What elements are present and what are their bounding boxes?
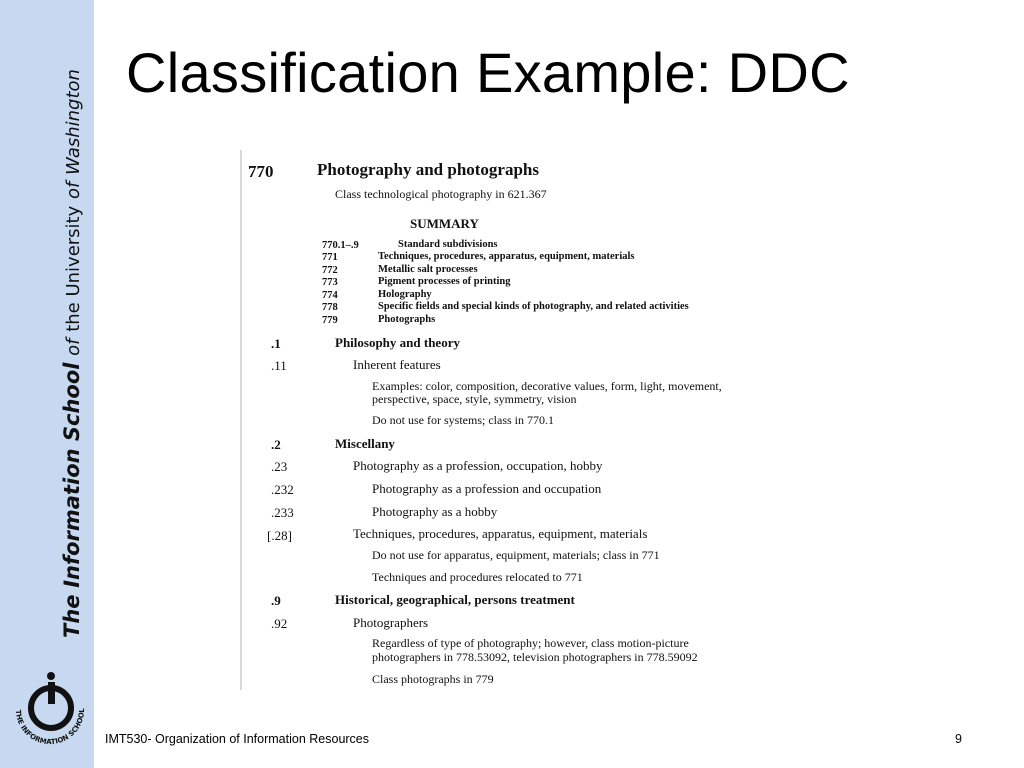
summary-desc: Standard subdivisions bbox=[398, 239, 498, 250]
logo-text: THE INFORMATION SCHOOL bbox=[13, 708, 87, 747]
entry-number: .233 bbox=[271, 505, 294, 520]
wordmark-of-2: of bbox=[63, 181, 84, 200]
ischool-logo-icon bbox=[4, 664, 96, 756]
summary-desc: Techniques, procedures, apparatus, equipment, materials bbox=[378, 251, 635, 262]
slide-footer: IMT530- Organization of Information Resources bbox=[105, 732, 370, 746]
slide-title: Classification Example: DDC bbox=[126, 41, 850, 104]
summary-desc: Pigment processes of printing bbox=[378, 276, 511, 287]
entry-note: Do not use for apparatus, equipment, materials; class in 771 bbox=[372, 548, 660, 562]
class-heading: Photography and photographs bbox=[317, 160, 540, 179]
entry-number: .23 bbox=[271, 459, 288, 474]
summary-code: 771 bbox=[322, 252, 338, 263]
scan-edge bbox=[240, 150, 242, 690]
entry-note: Regardless of type of photography; however, class motion-picture bbox=[372, 636, 689, 650]
summary-desc: Specific fields and special kinds of photography, and related activities bbox=[378, 301, 689, 312]
class-number: 770 bbox=[248, 162, 274, 181]
wordmark-the-university: the University bbox=[63, 205, 84, 332]
entry-heading: Photography as a profession and occupation bbox=[372, 481, 602, 496]
entry-heading: Photography as a hobby bbox=[372, 504, 498, 519]
summary-code: 778 bbox=[322, 302, 338, 313]
entry-heading: Inherent features bbox=[353, 357, 441, 372]
entry-heading: Techniques, procedures, apparatus, equipment, materials bbox=[353, 526, 648, 541]
entry-note: Techniques and procedures relocated to 771 bbox=[372, 570, 583, 584]
entry-note: Do not use for systems; class in 770.1 bbox=[372, 413, 554, 427]
wordmark-the: The bbox=[60, 594, 84, 638]
page-number: 9 bbox=[955, 732, 962, 746]
entry-note: Class photographs in 779 bbox=[372, 672, 494, 686]
entry-heading: Philosophy and theory bbox=[335, 335, 460, 350]
wordmark-washington: Washington bbox=[63, 69, 84, 175]
summary-code: 773 bbox=[322, 277, 338, 288]
sidebar bbox=[0, 0, 94, 768]
summary-desc: Metallic salt processes bbox=[378, 264, 478, 275]
entry-heading: Photographers bbox=[353, 615, 429, 630]
ddc-scanned-page bbox=[240, 150, 800, 695]
summary-code: 770.1–.9 bbox=[322, 240, 359, 251]
wordmark-of: of bbox=[63, 338, 84, 356]
summary-heading: SUMMARY bbox=[410, 216, 479, 231]
summary-code: 774 bbox=[322, 290, 338, 301]
entry-note: photographers in 778.53092, television photographers in 778.59092 bbox=[372, 650, 698, 664]
entry-note: perspective, space, style, symmetry, vision bbox=[372, 392, 577, 406]
wordmark-information-school: Information School bbox=[60, 362, 84, 588]
entry-number: [.28] bbox=[267, 528, 292, 543]
entry-heading: Miscellany bbox=[335, 436, 395, 451]
entry-number: .92 bbox=[271, 616, 288, 631]
entry-number: .11 bbox=[271, 358, 287, 373]
summary-desc: Holography bbox=[378, 289, 432, 300]
entry-number: .1 bbox=[271, 336, 281, 351]
summary-code: 772 bbox=[322, 265, 338, 276]
entry-note: Examples: color, composition, decorative values, form, light, movement, bbox=[372, 379, 722, 393]
entry-heading: Historical, geographical, persons treatment bbox=[335, 592, 575, 607]
entry-number: .2 bbox=[271, 437, 281, 452]
entry-heading: Photography as a profession, occupation, hobby bbox=[353, 458, 603, 473]
entry-number: .9 bbox=[271, 593, 281, 608]
school-wordmark bbox=[60, 69, 84, 638]
class-note: Class technological photography in 621.367 bbox=[335, 187, 547, 201]
entry-number: .232 bbox=[271, 482, 294, 497]
summary-code: 779 bbox=[322, 315, 338, 326]
summary-desc: Photographs bbox=[378, 314, 436, 325]
